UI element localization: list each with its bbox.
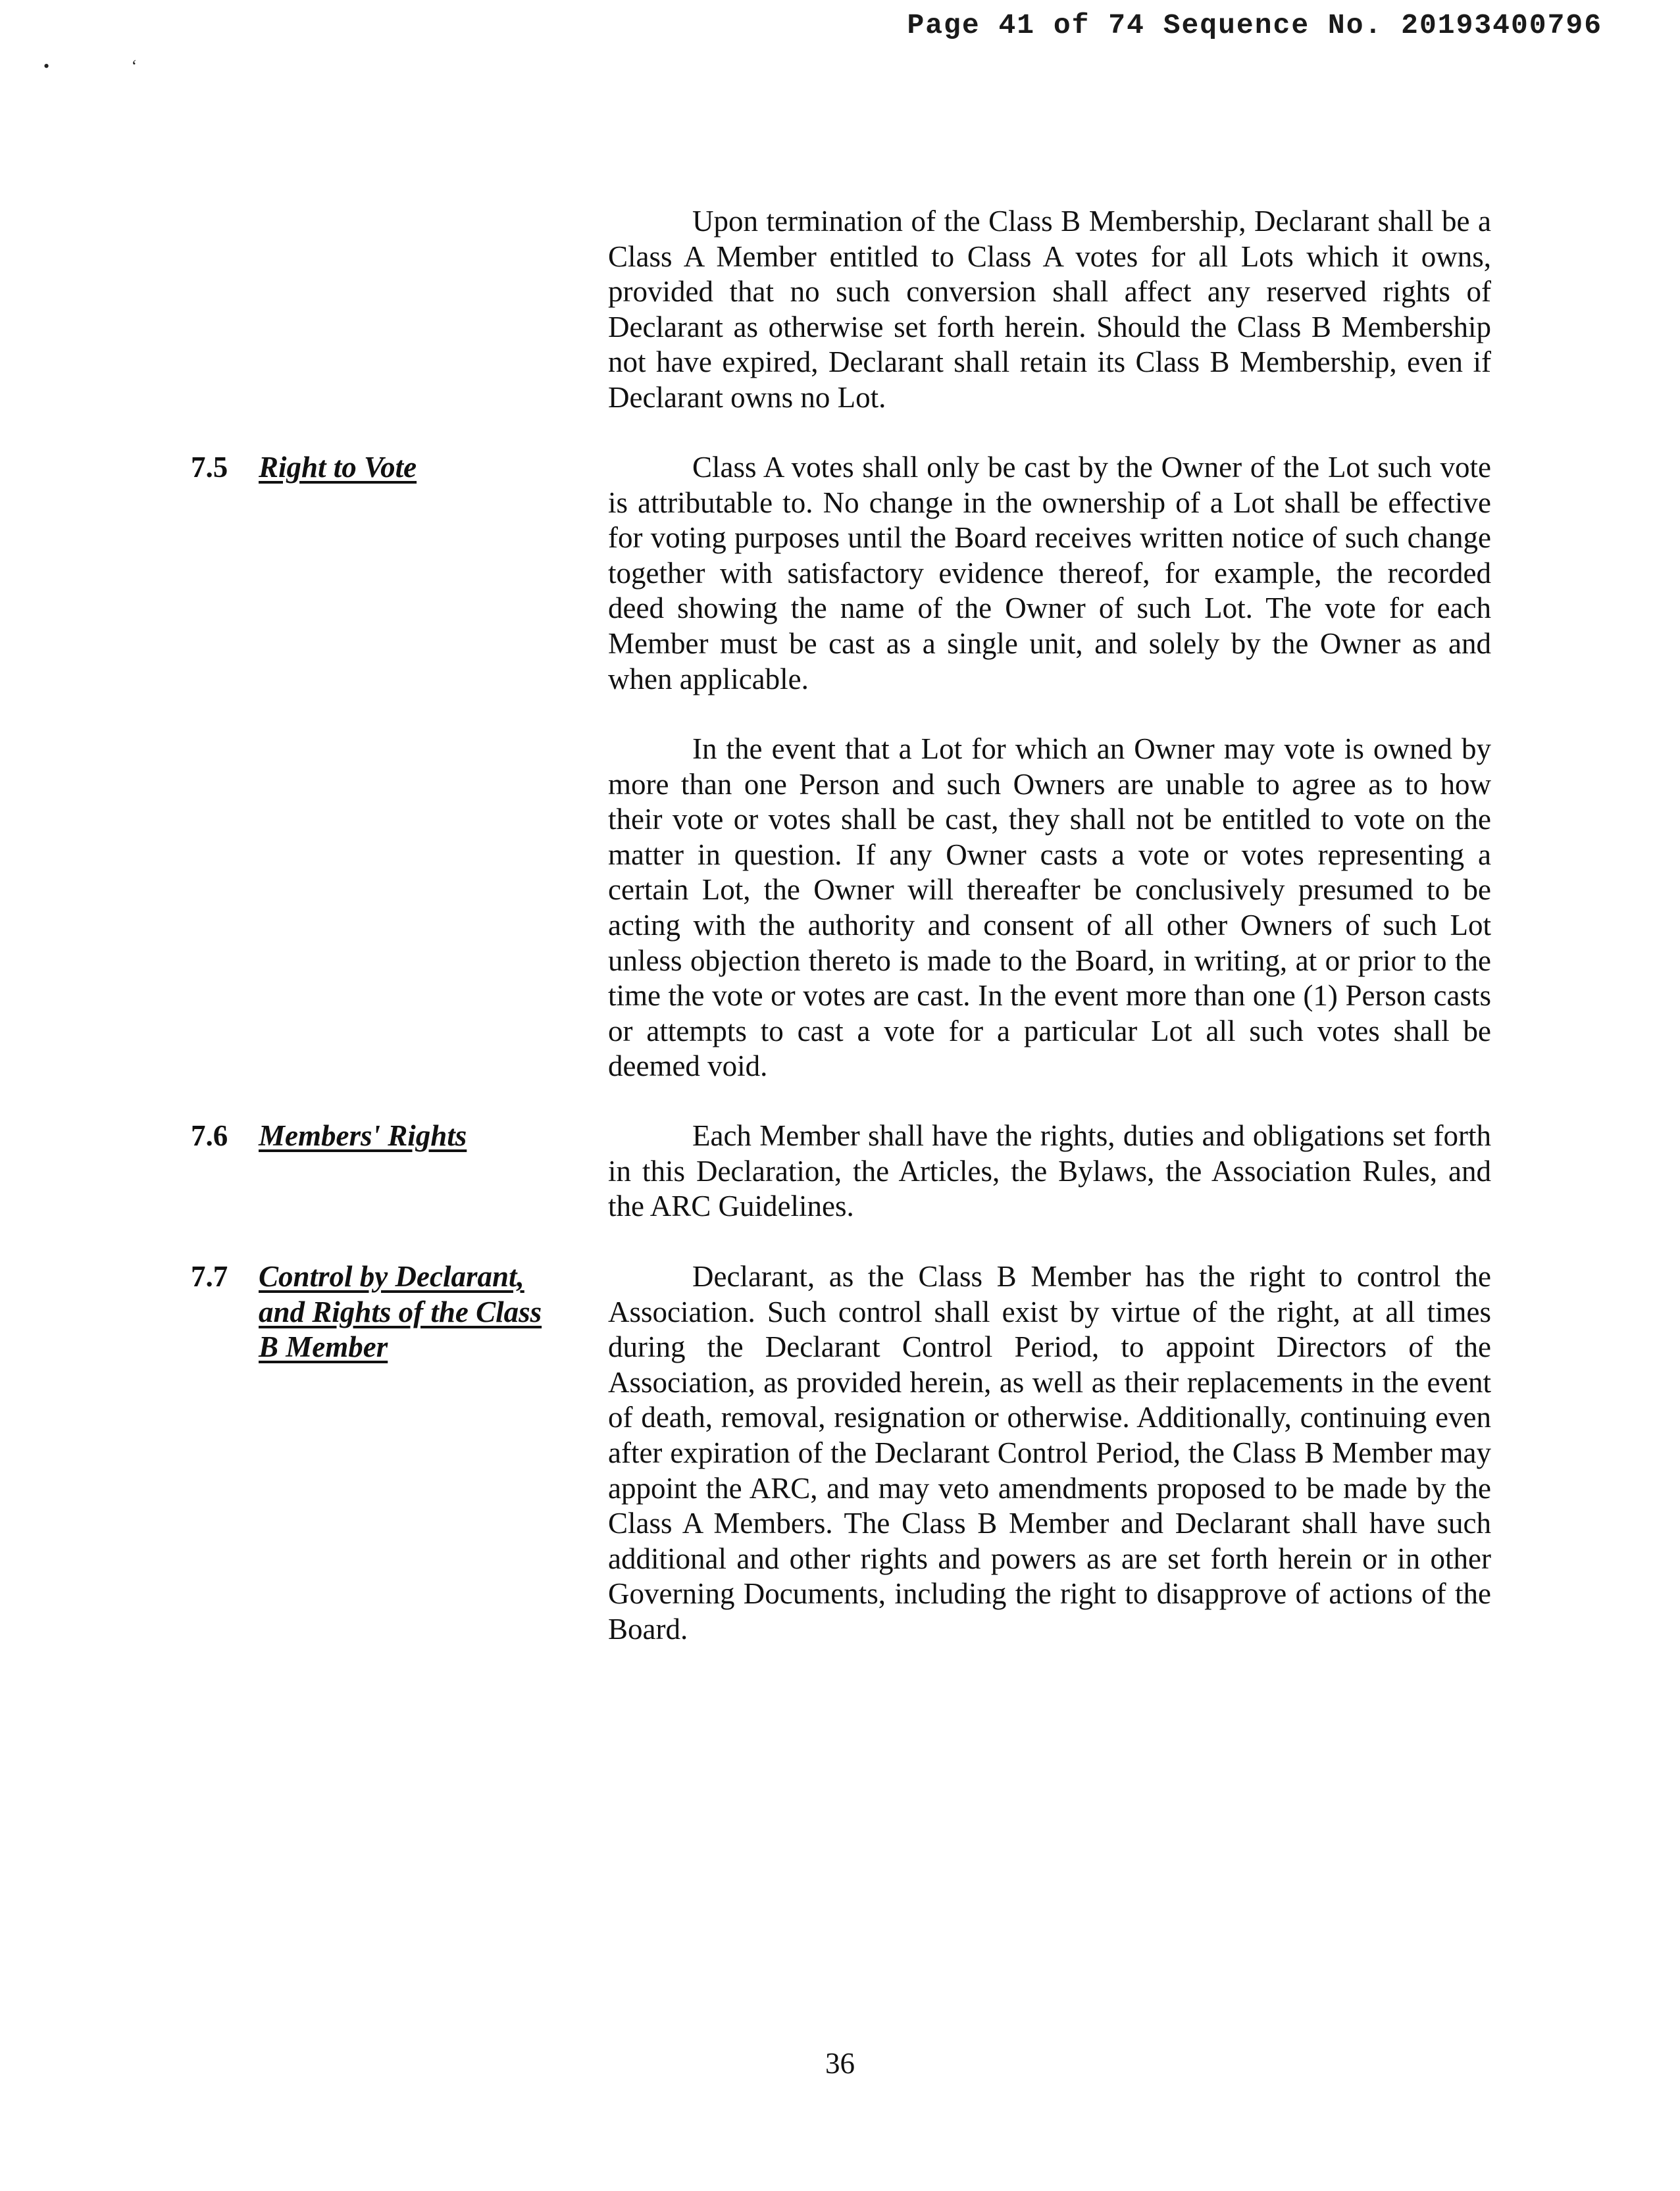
paragraph: Each Member shall have the rights, duties and obligations set forth in this Declaration, the Articles, the Bylaws, the Association Rules, and the ARC Guidelines.	[608, 1119, 1491, 1223]
section-body-7-5-continued	[608, 732, 1491, 1084]
scan-speck: •	[43, 57, 50, 76]
paragraph: Upon termination of the Class B Membership, Declarant shall be a Class A Member entitled to Class A votes for all Lots which it owns, provided that no such conversion shall affect any reserved rights of Declarant as otherwise set forth herein. Should the Class B Membership not have expired, Declarant shall retain its Class B Membership, even if Declarant owns no Lot.	[608, 205, 1491, 414]
section-number: 7.7	[191, 1260, 228, 1293]
continuation-block	[608, 204, 1491, 416]
section-number: 7.6	[191, 1119, 228, 1152]
section-title-line: and Rights of the Class	[259, 1295, 542, 1328]
section-body-7-6	[608, 1119, 1491, 1224]
section-body-7-7	[608, 1259, 1491, 1648]
page-sequence-header: Page 41 of 74 Sequence No. 20193400796	[907, 9, 1602, 41]
section-title: Right to Vote	[259, 451, 417, 484]
scan-marks	[43, 57, 215, 76]
paragraph: Declarant, as the Class B Member has the right to control the Association. Such control shall exist by virtue of the right, at all times during the Declarant Control Period, to appoint Directors of the Association, as provided herein, as well as their replacements in the event of death, removal, resignation or otherwise. Additionally, continuing even after expiration of the Declarant Control Period, the Class B Member may appoint the ARC, and may veto amendments proposed to be made by the Class A Members. The Class B Member and Declarant shall have such additional and other rights and powers as are set forth herein or in other Governing Documents, including the right to disapprove of actions of the Board.	[608, 1260, 1491, 1646]
section-body-7-5	[608, 450, 1491, 697]
section-heading-7-5	[191, 450, 586, 486]
section-number: 7.5	[191, 451, 228, 484]
section-heading-7-6	[191, 1119, 586, 1154]
section-title: Members' Rights	[259, 1119, 467, 1152]
section-title-line: B Member	[259, 1330, 388, 1364]
scan-speck: ‘	[131, 57, 138, 76]
paragraph: In the event that a Lot for which an Owner may vote is owned by more than one Person and such Owners are unable to agree as to how their vote or votes shall be cast, they shall not be entitled to vote on the matter in question. If any Owner casts a vote or votes representing a certain Lot, the Owner will thereafter be conclusively presumed to be acting with the authority and consent of all other Owners of such Lot unless objection thereto is made to the Board, in writing, at or prior to the time the vote or votes are cast. In the event more than one (1) Person casts or attempts to cast a vote for a particular Lot all such votes shall be deemed void.	[608, 732, 1491, 1083]
page-number: 36	[825, 2047, 855, 2080]
section-title-line: Control by Declarant,	[259, 1260, 524, 1293]
section-heading-7-7	[191, 1259, 586, 1365]
paragraph: Class A votes shall only be cast by the Owner of the Lot such vote is attributable to. No change in the ownership of a Lot shall be effective for voting purposes until the Board receives written notice of such change together with satisfactory evidence thereof, for example, the recorded deed showing the name of the Owner of such Lot. The vote for each Member must be cast as a single unit, and solely by the Owner as and when applicable.	[608, 451, 1491, 695]
